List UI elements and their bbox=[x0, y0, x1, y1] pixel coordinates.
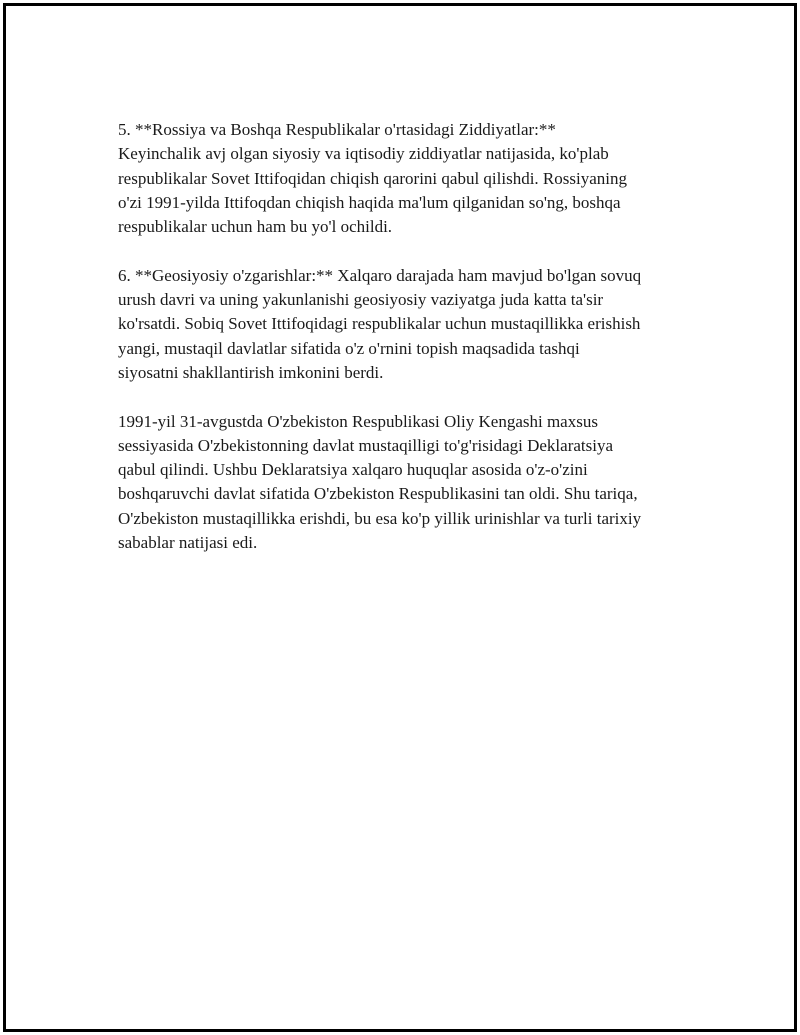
paragraph-independence-declaration: 1991-yil 31-avgustda O'zbekiston Respublikasi Oliy Kengashi maxsus sessiyasida O'zbekistonning davlat mustaqilligi to'g'risidagi Deklaratsiya qabul qilindi. Ushbu Deklaratsiya xalqaro huquqlar asosida o'z-o'zini boshqaruvchi davlat sifatida O'zbekiston Respublikasini tan oldi. Shu tariqa, O'zbekiston mustaqillikka erishdi, bu esa ko'p yillik urinishlar va turli tarixiy sabablar natijasi edi. bbox=[118, 411, 642, 553]
document-body bbox=[118, 118, 698, 580]
paragraph-geopolitical-changes: 6. **Geosiyosiy o'zgarishlar:** Xalqaro darajada ham mavjud bo'lgan sovuq urush davri va uning yakunlanishi geosiyosiy vaziyatga juda katta ta'sir ko'rsatdi. Sobiq Sovet Ittifoqidagi respublikalar uchun mustaqillikka erishish yangi, mustaqil davlatlar sifatida o'z o'rnini topish maqsadida tashqi siyosatni shakllantirish imkonini berdi. bbox=[118, 265, 642, 382]
paragraph-russia-conflicts: 5. **Rossiya va Boshqa Respublikalar o'rtasidagi Ziddiyatlar:** Keyinchalik avj olgan siyosiy va iqtisodiy ziddiyatlar natijasida, ko'plab respublikalar Sovet Ittifoqidan chiqish qarorini qabul qilishdi. Rossiyaning o'zi 1991-yilda Ittifoqdan chiqish haqida ma'lum qilganidan so'ng, boshqa respublikalar uchun ham bu yo'l ochildi. bbox=[118, 120, 627, 237]
